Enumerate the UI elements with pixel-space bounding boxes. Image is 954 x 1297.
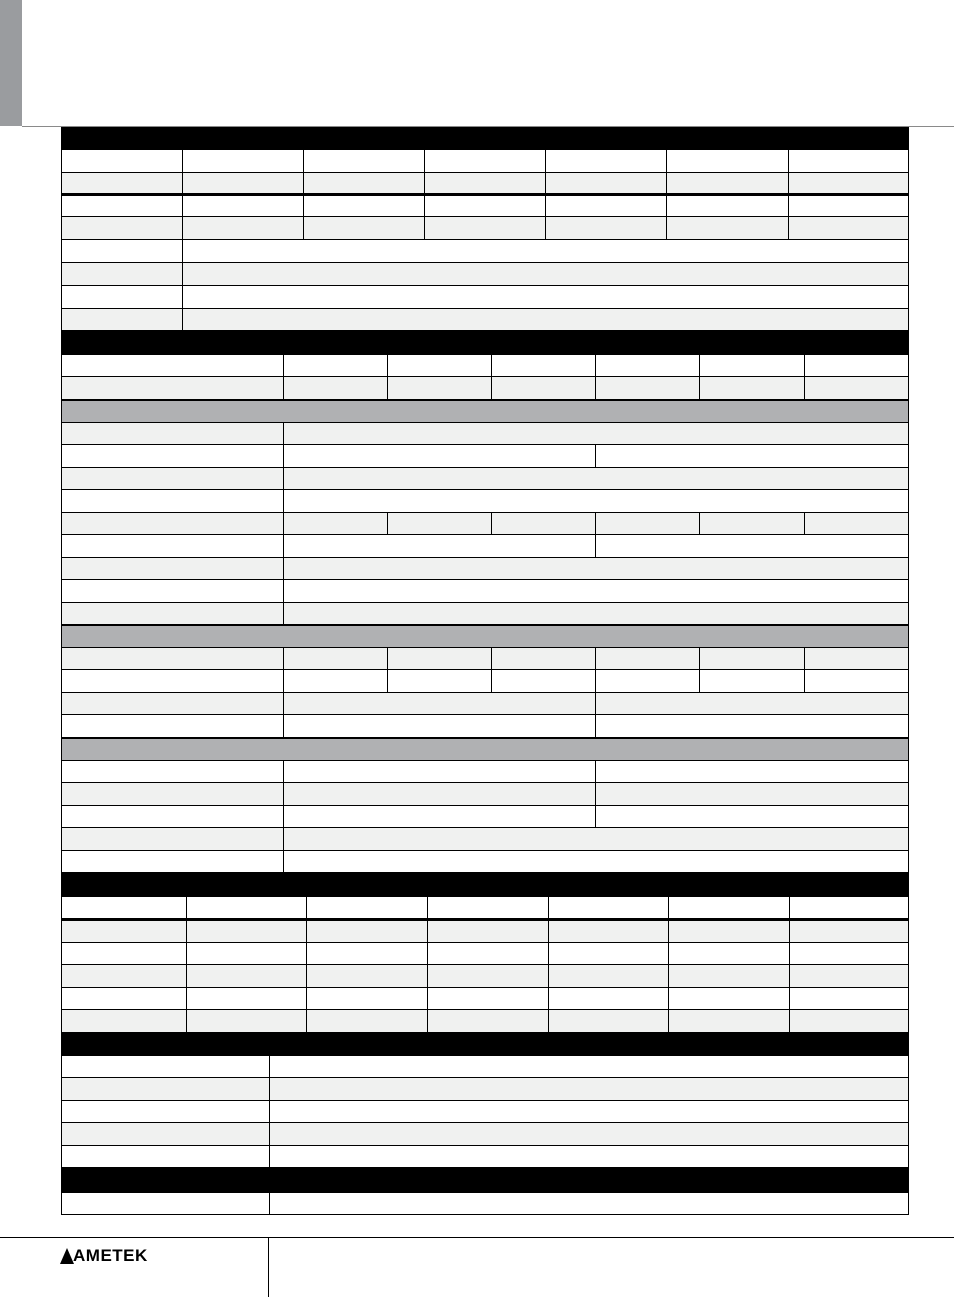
- table-row: [62, 670, 908, 693]
- table-row: [62, 1146, 908, 1168]
- table-row: [62, 286, 908, 309]
- table-row: [62, 1193, 908, 1215]
- table-row: [62, 603, 908, 625]
- table-row: [62, 965, 908, 988]
- table-row: [62, 1010, 908, 1033]
- table-row: [62, 988, 908, 1010]
- table-row: [62, 309, 908, 331]
- section-header-1: [62, 127, 908, 150]
- footer-divider: [268, 1237, 269, 1297]
- table-row: [62, 897, 908, 921]
- table-row: [62, 423, 908, 445]
- table-row: [62, 535, 908, 558]
- table-row: [62, 693, 908, 715]
- section-header-3: [62, 873, 908, 897]
- table-row: [62, 513, 908, 535]
- table-row: [62, 943, 908, 965]
- table-row: [62, 150, 908, 173]
- table-row: [62, 1078, 908, 1101]
- section-header-4: [62, 1033, 908, 1056]
- table-row: [62, 490, 908, 513]
- table-row: [62, 196, 908, 217]
- table-row: [62, 851, 908, 873]
- section-header-2: [62, 331, 908, 355]
- table-row: [62, 377, 908, 400]
- table-row: [62, 1056, 908, 1078]
- table-row: [62, 355, 908, 377]
- table-row: [62, 240, 908, 263]
- table-row: [62, 761, 908, 783]
- table-row: [62, 445, 908, 468]
- table-row: [62, 217, 908, 240]
- logo-mark-icon: [60, 1248, 74, 1264]
- table-row: [62, 580, 908, 603]
- logo-wordmark: AMETEK: [73, 1246, 148, 1265]
- table-row: [62, 648, 908, 670]
- side-tab: [0, 0, 22, 126]
- table-row: [62, 173, 908, 196]
- table-row: [62, 558, 908, 580]
- table-row: [62, 468, 908, 490]
- subsection-header-3: [62, 738, 908, 761]
- table-row: [62, 263, 908, 286]
- spec-table: [61, 127, 909, 1215]
- table-row: [62, 783, 908, 806]
- table-row: [62, 806, 908, 828]
- table-row: [62, 715, 908, 738]
- table-row: [62, 1101, 908, 1123]
- section-header-5: [62, 1168, 908, 1193]
- ametek-logo: [60, 1246, 148, 1266]
- subsection-header-2: [62, 625, 908, 648]
- table-row: [62, 921, 908, 943]
- subsection-header-1: [62, 400, 908, 423]
- footer-rule: [0, 1237, 954, 1238]
- table-row: [62, 1123, 908, 1146]
- table-row: [62, 828, 908, 851]
